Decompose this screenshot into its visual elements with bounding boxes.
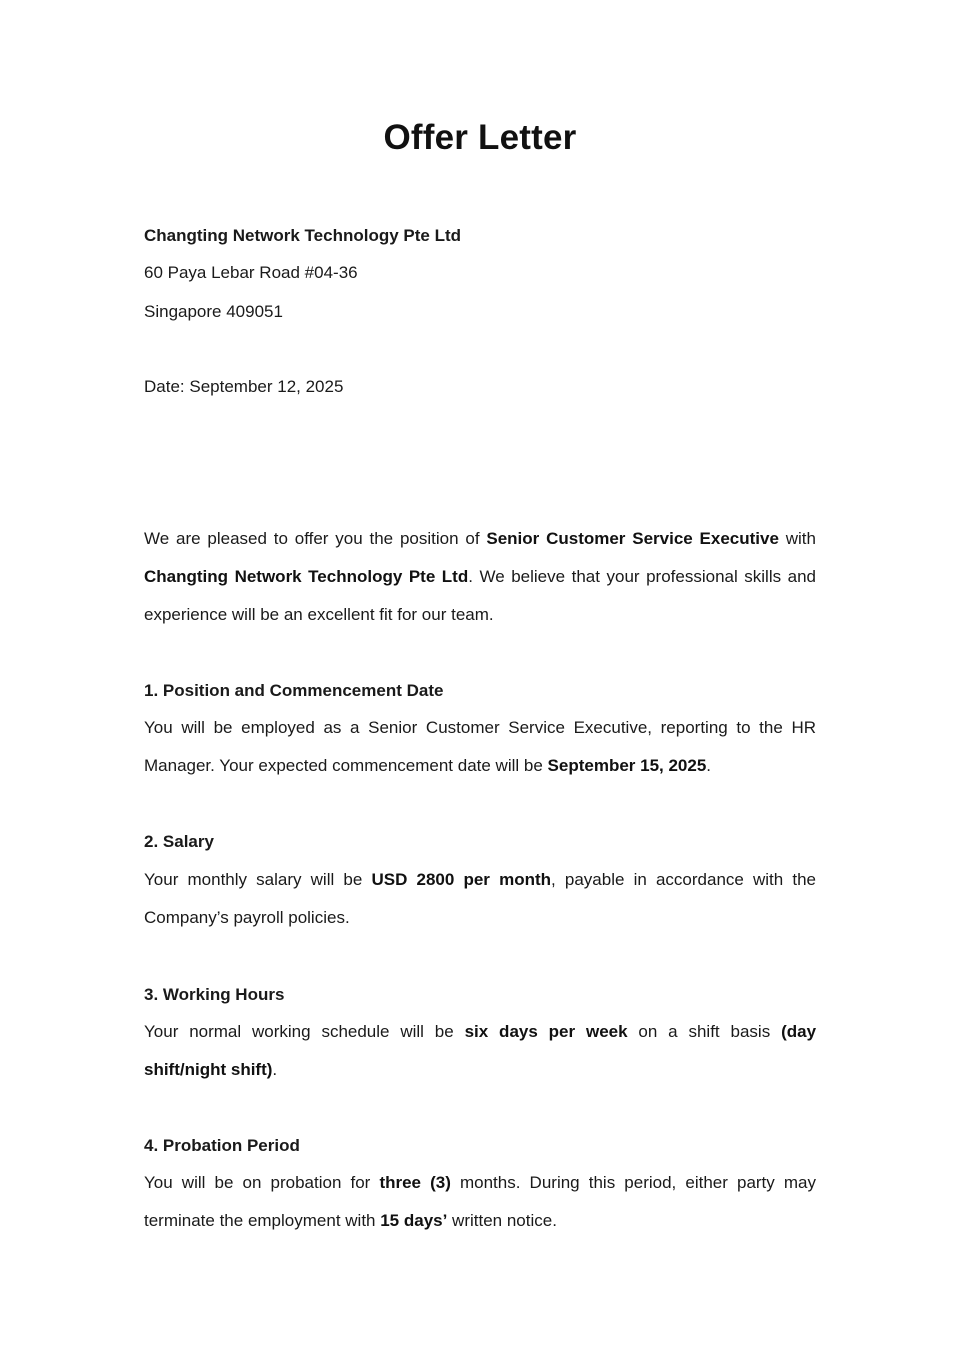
section-2-text-2: , payable in accordance with the Company’s payroll policies. <box>144 870 817 927</box>
section-1-text-2: . <box>706 756 712 775</box>
section-3-text-2: on a shift basis <box>627 1022 782 1041</box>
intro-text-3: . We believe that your professional skills and experience will be an excellent fit for our team. <box>144 567 816 624</box>
section-4-text-2: months. During this period, either party may terminate the employment with <box>144 1173 816 1230</box>
letter-date: Date: September 12, 2025 <box>144 377 344 396</box>
section-1-heading: 1. Position and Commencement Date <box>144 681 444 700</box>
intro-text-2: with <box>778 529 816 548</box>
section-4-text-1: You will be on probation for <box>144 1173 380 1192</box>
section-3-heading: 3. Working Hours <box>144 985 285 1004</box>
section-4-heading: 4. Probation Period <box>144 1136 300 1155</box>
intro-paragraph <box>144 520 816 634</box>
section-1-text-1: You will be employed as a Senior Customer Service Executive, reporting to the HR Manager. Your expected commencement date will be <box>144 718 816 775</box>
section-1-commencement-date: September 15, 2025 <box>547 756 707 775</box>
section-1-body <box>144 709 816 785</box>
section-3-body <box>144 1013 816 1089</box>
section-2-text-1: Your monthly salary will be <box>144 870 372 889</box>
section-4-notice-period: 15 days’ <box>380 1211 448 1230</box>
section-3-shift: (day shift/night shift) <box>144 1022 817 1079</box>
section-2-salary-amount: USD 2800 per month <box>371 870 552 889</box>
section-4-probation-length: three (3) <box>379 1173 451 1192</box>
intro-position: Senior Customer Service Executive <box>486 529 779 548</box>
intro-text-1: We are pleased to offer you the position of <box>144 529 487 548</box>
company-address-line1: 60 Paya Lebar Road #04-36 <box>144 263 358 282</box>
section-2-body <box>144 861 816 937</box>
company-name: Changting Network Technology Pte Ltd <box>144 226 462 245</box>
document-title: Offer Letter <box>383 118 577 157</box>
section-4-text-3: written notice. <box>447 1211 557 1230</box>
section-4-body <box>144 1164 816 1240</box>
company-address-line2: Singapore 409051 <box>144 302 283 321</box>
intro-company: Changting Network Technology Pte Ltd <box>144 567 469 586</box>
section-3-text-1: Your normal working schedule will be <box>144 1022 465 1041</box>
section-3-text-3: . <box>272 1060 278 1079</box>
section-2-heading: 2. Salary <box>144 832 214 851</box>
section-3-days: six days per week <box>464 1022 628 1041</box>
